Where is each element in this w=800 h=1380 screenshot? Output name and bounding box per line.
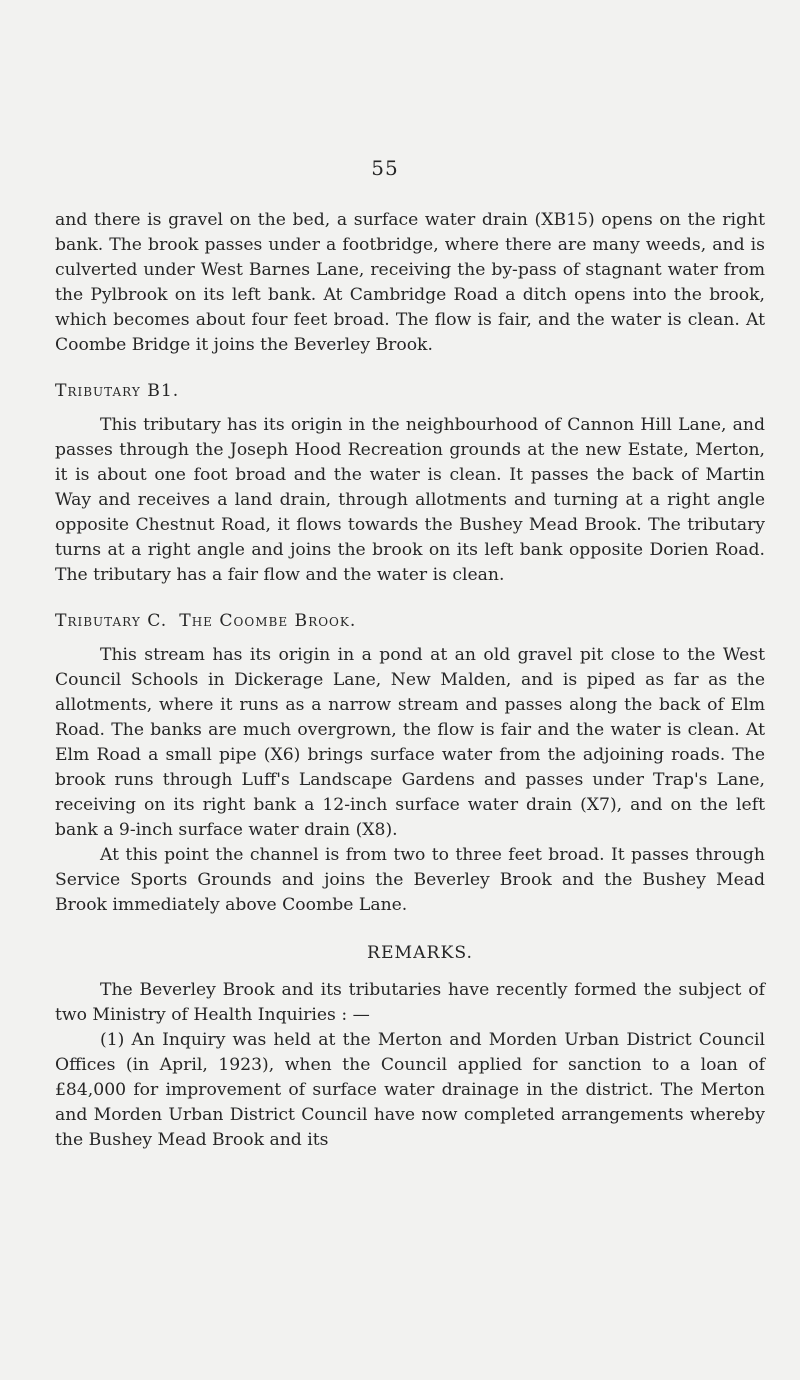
heading-remarks: REMARKS.	[367, 943, 473, 963]
paragraph-opening: and there is gravel on the bed, a surface water drain (XB15) opens on the right bank. The brook passes under a footbridge, where there are many weeds, and is culverted under West Barnes Lane, receiving the by-pass of stagnant water from the Pylbrook on its left bank. At Cambridge Road a ditch opens into the brook, which becomes about four feet broad. The flow is fair, and the water is clean. At Coombe Bridge it joins the Beverley Brook.	[55, 210, 765, 355]
paragraph-tributary-b1: This tributary has its origin in the neighbourhood of Cannon Hill Lane, and passes through the Joseph Hood Recreation grounds at the new Estate, Merton, it is about one foot broad and the water is clean. It passes the back of Martin Way and receives a land drain, through allotments and turning at a right angle opposite Chestnut Road, it flows towards the Bushey Mead Brook. The tributary turns at a right angle and joins the brook on its left bank opposite Dorien Road. The tributary has a fair flow and the water is clean.	[55, 415, 765, 585]
page-body	[55, 208, 765, 1153]
heading-tributary-b1: Tributary B1.	[55, 381, 180, 401]
heading-tributary-c-label: Tributary C.	[55, 611, 168, 631]
paragraph-coombe-brook-2: At this point the channel is from two to three feet broad. It passes through Service Sports Grounds and joins the Beverley Brook and the Bushey Mead Brook immediately above Coombe Lane.	[55, 845, 765, 915]
heading-tributary-c	[55, 609, 765, 634]
heading-coombe-brook: The Coombe Brook.	[179, 611, 357, 631]
paragraph-remarks-intro: The Beverley Brook and its tributaries have recently formed the subject of two Ministry of Health Inquiries : —	[55, 980, 765, 1025]
page-number: 55	[371, 156, 399, 180]
paragraph-coombe-brook-1: This stream has its origin in a pond at an old gravel pit close to the West Council Schools in Dickerage Lane, New Malden, and is piped as far as the allotments, where it runs as a narrow stream and passes along the back of Elm Road. The banks are much overgrown, the flow is fair and the water is clean. At Elm Road a small pipe (X6) brings surface water from the adjoining roads. The brook runs through Luff's Landscape Gardens and passes under Trap's Lane, receiving on its right bank a 12-inch surface water drain (X7), and on the left bank a 9-inch surface water drain (X8).	[55, 645, 765, 840]
paragraph-remarks-inquiry-1: (1) An Inquiry was held at the Merton and Morden Urban District Council Offices (in April, 1923), when the Council applied for sanction to a loan of £84,000 for improvement of surface water drainage in the district. The Merton and Morden Urban District Council have now completed arrangements whereby the Bushey Mead Brook and its	[55, 1030, 765, 1150]
